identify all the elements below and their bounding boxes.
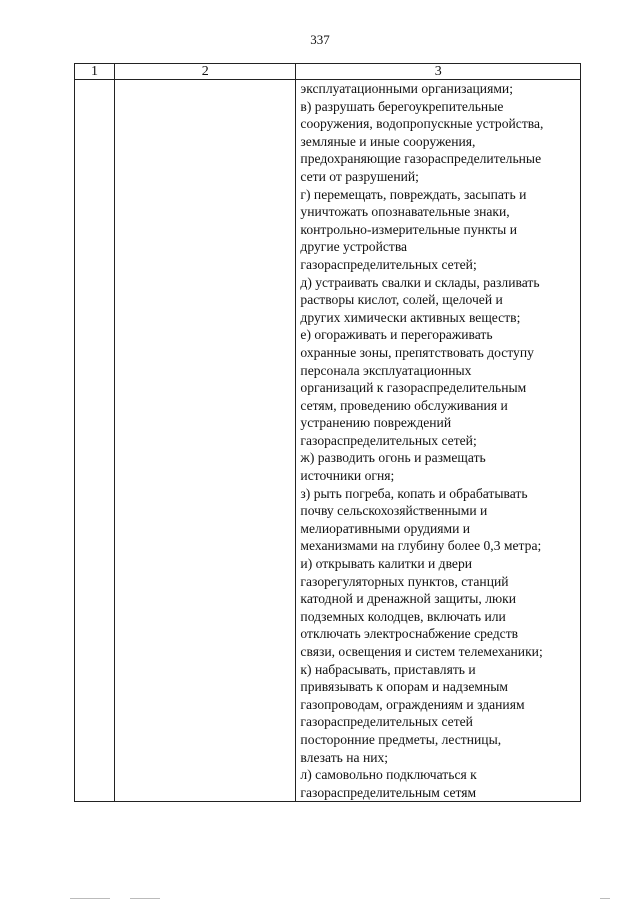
text-line: газораспределительных сетей; [300, 256, 477, 272]
text-line: газораспределительным сетям [300, 784, 477, 800]
column-3-text [296, 80, 580, 801]
text-line: д) устраивать свалки и склады, разливать [300, 274, 540, 290]
column-header-3: 3 [296, 64, 581, 80]
text-line: катодной и дренажной защиты, люки [300, 591, 517, 607]
column-1-cell [75, 80, 115, 802]
text-line: сооружения, водопропускные устройства, [300, 116, 544, 132]
text-line: газопроводам, ограждениям и зданиям [300, 696, 525, 712]
scan-artifacts [60, 898, 620, 901]
text-line: з) рыть погреба, копать и обрабатывать [300, 485, 528, 501]
text-line: организаций к газораспределительным [300, 380, 527, 396]
text-line: и) открывать калитки и двери [300, 556, 473, 572]
column-header-1: 1 [75, 64, 115, 80]
column-2-cell [115, 80, 296, 802]
text-line: отключать электроснабжение средств [300, 626, 519, 642]
text-line: л) самовольно подключаться к [300, 767, 477, 783]
text-line: персонала эксплуатационных [300, 362, 472, 378]
page-number: 337 [310, 32, 330, 47]
column-header-2: 2 [115, 64, 296, 80]
text-line: к) набрасывать, приставлять и [300, 661, 476, 677]
text-line: контрольно-измерительные пункты и [300, 221, 517, 237]
text-line: охранные зоны, препятствовать доступу [300, 344, 534, 360]
table-header-row [75, 64, 581, 80]
text-line: влезать на них; [300, 749, 389, 765]
text-line: устранению повреждений [300, 415, 452, 431]
table-row [75, 80, 581, 802]
text-line: е) огораживать и перегораживать [300, 327, 493, 343]
text-line: сети от разрушений; [300, 168, 419, 184]
text-line: мелиоративными орудиями и [300, 520, 471, 536]
text-line: ж) разводить огонь и размещать [300, 450, 486, 466]
text-line: земляные и иные сооружения, [300, 133, 476, 149]
text-line: источники огня; [300, 468, 395, 484]
column-3-cell [296, 80, 581, 802]
text-line: механизмами на глубину более 0,3 метра; [300, 538, 542, 554]
text-line: привязывать к опорам и надземным [300, 679, 509, 695]
text-line: газорегуляторных пунктов, станций [300, 573, 509, 589]
text-line: связи, освещения и систем телемеханики; [300, 644, 543, 659]
text-line: сетям, проведению обслуживания и [300, 397, 508, 413]
text-line: уничтожать опознавательные знаки, [300, 204, 510, 220]
text-line: эксплуатационными организациями; [300, 81, 513, 96]
text-line: газораспределительных сетей; [300, 432, 477, 448]
text-line: предохраняющие газораспределительные [300, 151, 542, 167]
text-line: газораспределительных сетей [300, 714, 473, 730]
text-line: других химически активных веществ; [300, 309, 521, 325]
text-line: в) разрушать берегоукрепительные [300, 98, 504, 114]
text-line: почву сельскохозяйственными и [300, 503, 488, 519]
text-line: посторонние предметы, лестницы, [300, 731, 502, 747]
text-line: г) перемещать, повреждать, засыпать и [300, 186, 527, 202]
document-table [74, 63, 581, 802]
text-line: подземных колодцев, включать или [300, 608, 506, 624]
text-line: растворы кислот, солей, щелочей и [300, 292, 503, 308]
text-line: другие устройства [300, 239, 408, 255]
